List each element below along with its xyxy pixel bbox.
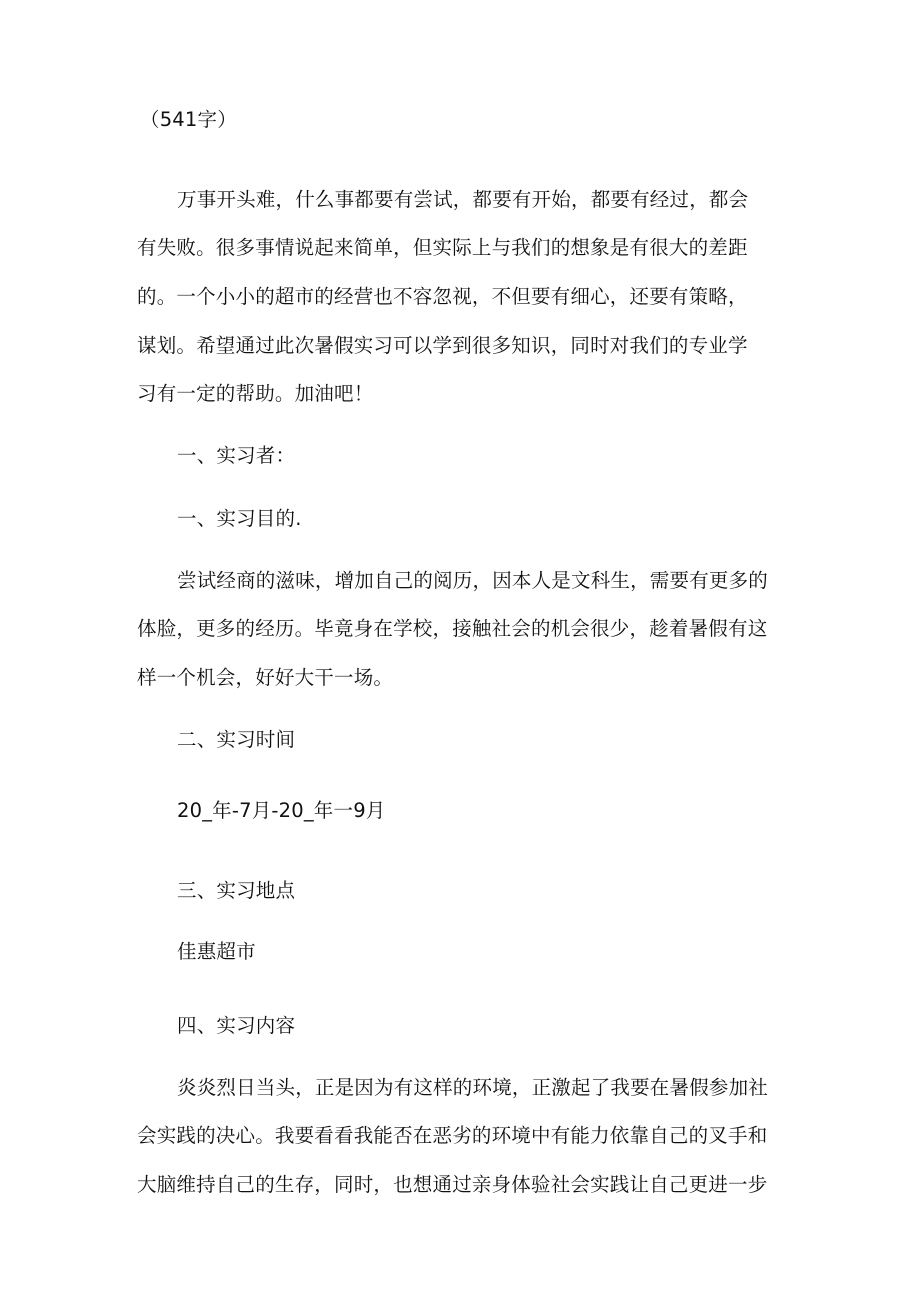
word-count: （541字）: [140, 108, 237, 131]
time-value: 20_年-7月-20_年一9月: [177, 799, 386, 822]
purpose-line-3: 样一个机会，好好大干一场。: [137, 666, 394, 689]
intro-line-3: 的。一个小小的超市的经营也不容忽视，不但要有细心，还要有策略，: [137, 285, 748, 308]
heading-content: 四、实习内容: [177, 1014, 296, 1037]
content-line-1: 炎炎烈日当头，正是因为有这样的环境，正激起了我要在暑假参加社: [177, 1076, 769, 1099]
heading-time: 二、实习时间: [177, 728, 296, 751]
heading-place: 三、实习地点: [177, 879, 296, 902]
intro-line-2: 有失败。很多事情说起来简单，但实际上与我们的想象是有很大的差距: [137, 236, 748, 259]
intro-line-1: 万事开头难，什么事都要有尝试，都要有开始，都要有经过，都会: [177, 188, 749, 211]
purpose-line-2: 体脸，更多的经历。毕竟身在学校，接触社会的机会很少，趁着暑假有这: [137, 617, 768, 640]
content-line-3: 大脑维持自己的生存，同时，也想通过亲身体验社会实践让自己更进一步: [137, 1173, 768, 1196]
purpose-line-1: 尝试经商的滋味，增加自己的阅历，因本人是文科生，需要有更多的: [177, 569, 769, 592]
content-line-2: 会实践的决心。我要看看我能否在恶劣的环境中有能力依靠自己的叉手和: [137, 1124, 768, 1147]
intro-line-4: 谋划。希望通过此次暑假实习可以学到很多知识，同时对我们的专业学: [137, 334, 748, 357]
heading-intern: 一、实习者：: [177, 444, 296, 467]
intro-line-5: 习有一定的帮助。加油吧！: [137, 382, 374, 405]
place-value: 佳惠超市: [177, 940, 256, 963]
heading-purpose: 一、实习目的.: [177, 507, 302, 530]
